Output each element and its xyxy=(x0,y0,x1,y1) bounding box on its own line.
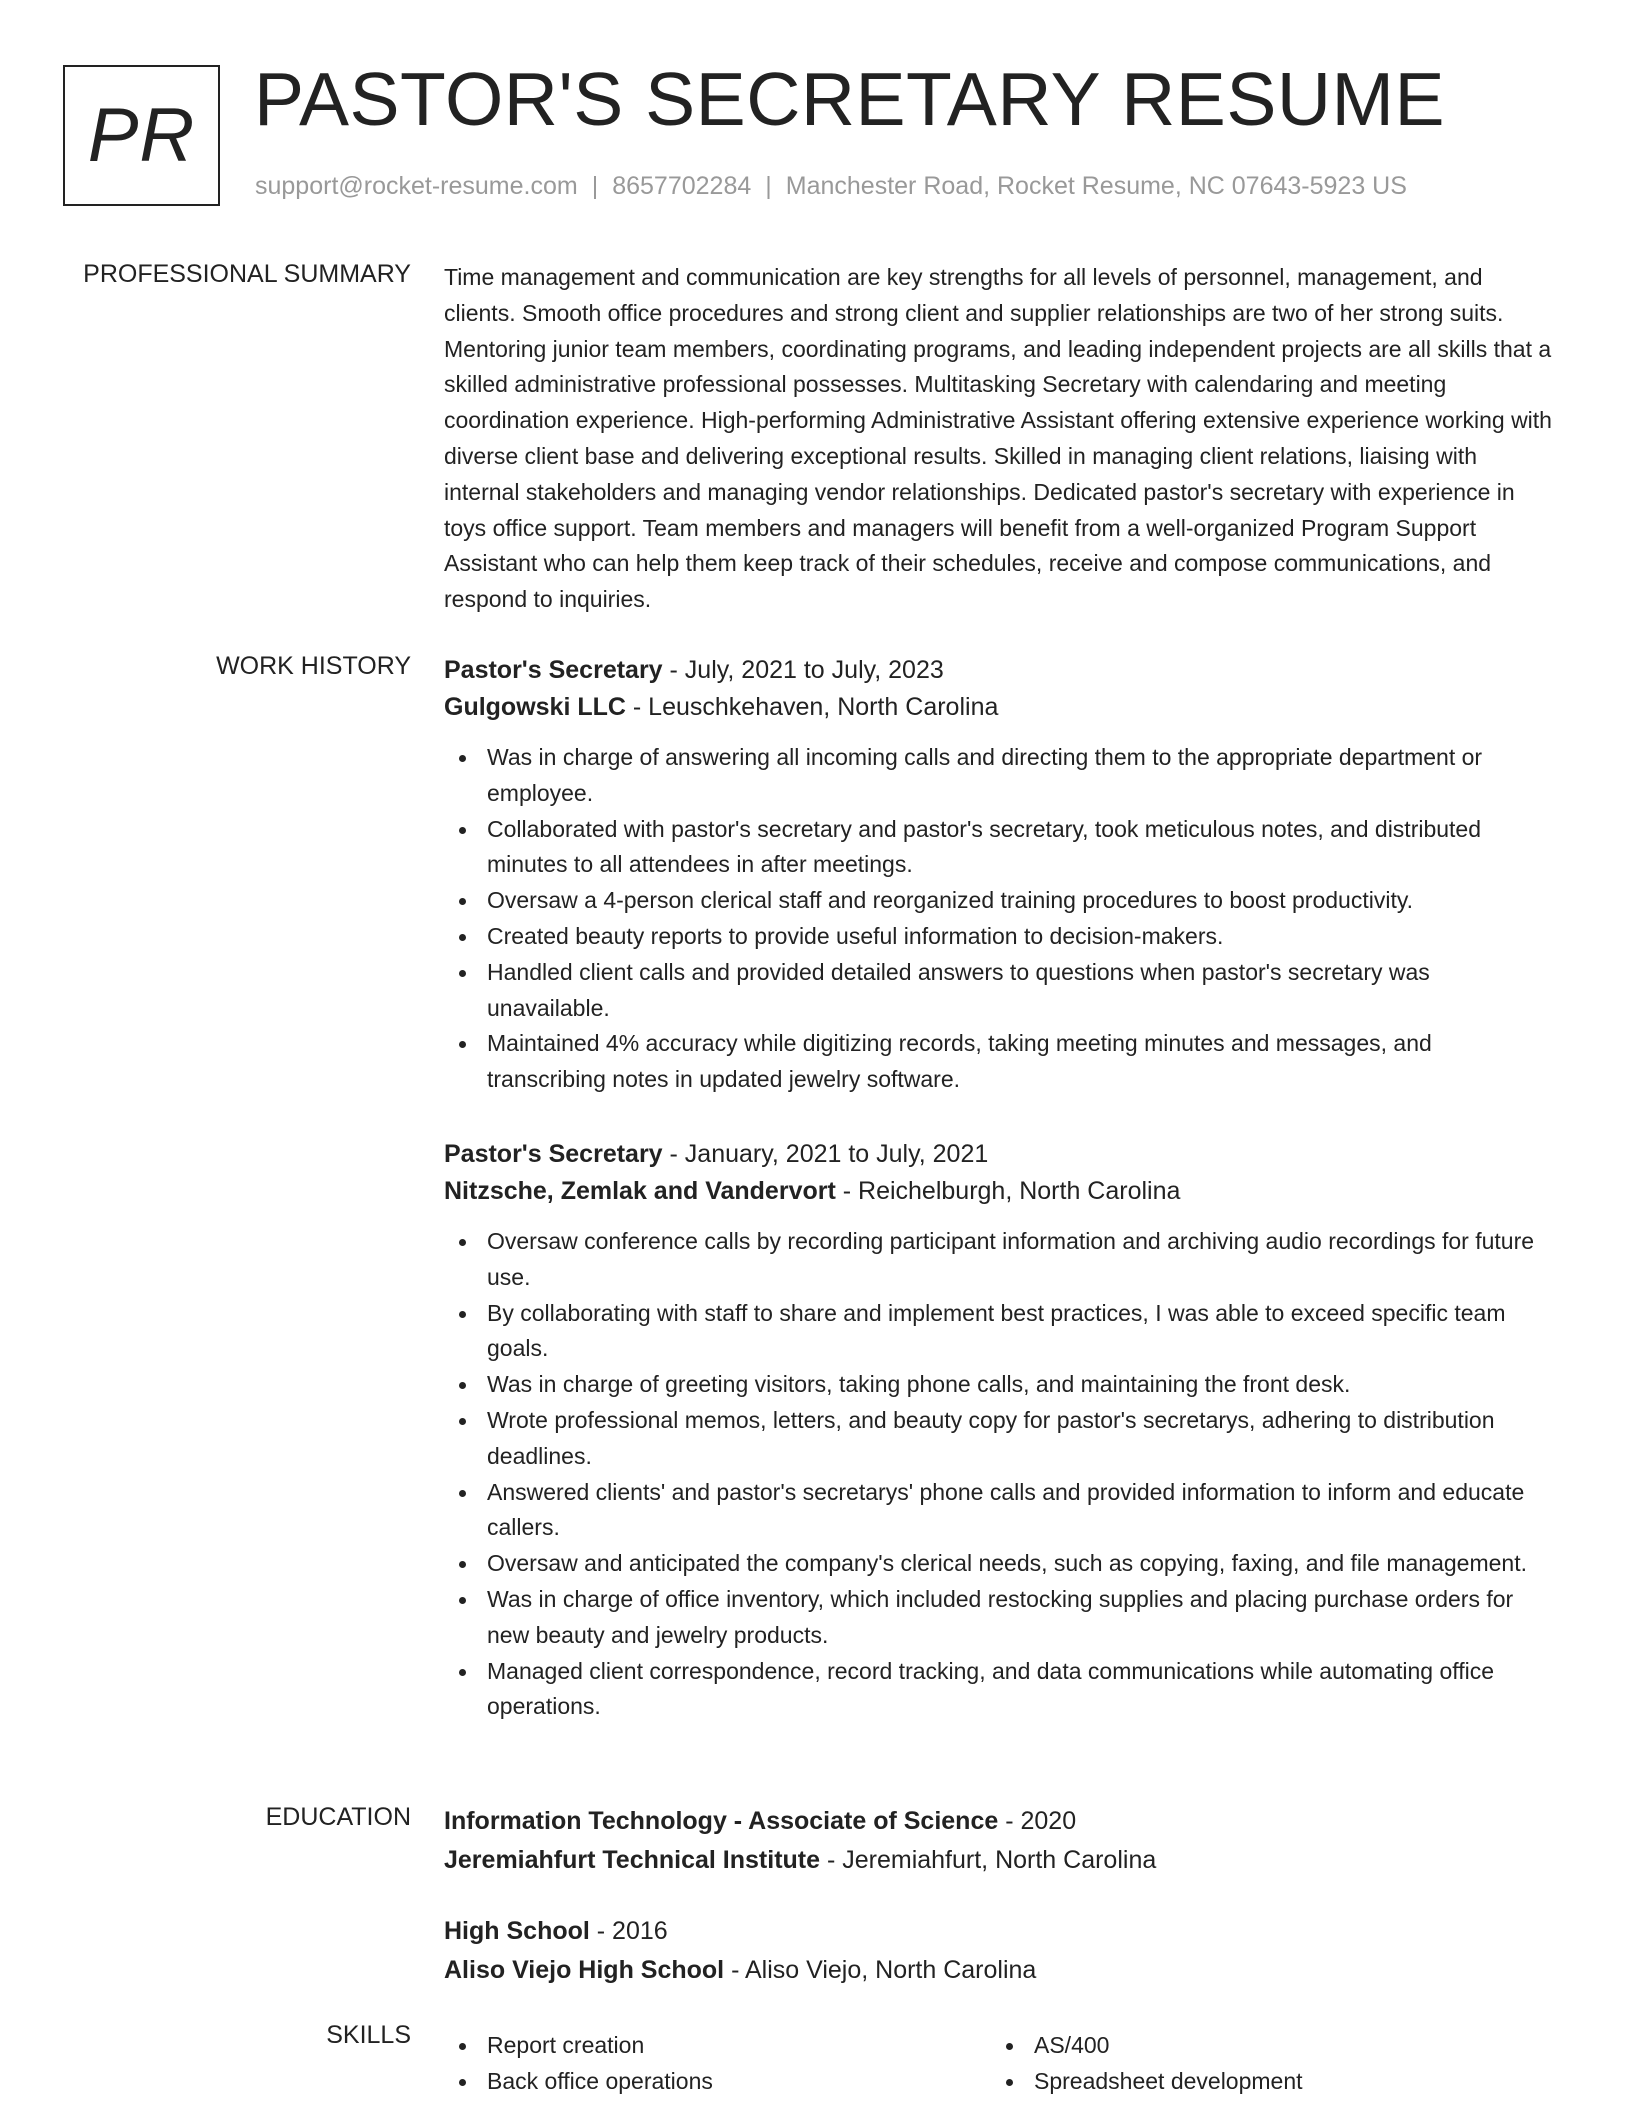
list-item: Handled client calls and provided detailed answers to questions when pastor's secretary was unavailable. xyxy=(487,955,1556,1027)
education-school: Aliso Viejo High School xyxy=(444,1956,725,1984)
job-employer-line xyxy=(444,689,1556,726)
list-item: Created beauty reports to provide useful information to decision-makers. xyxy=(487,919,1556,955)
job-bullets xyxy=(444,740,1556,1098)
job-employer: Gulgowski LLC xyxy=(444,693,626,721)
job-dates: - July, 2021 to July, 2023 xyxy=(662,656,944,684)
list-item: Answered clients' and pastor's secretarys' phone calls and provided information to inform and educate callers. xyxy=(487,1475,1556,1547)
education-degree-line xyxy=(444,1913,1556,1950)
education-entry xyxy=(444,1803,1556,1879)
list-item: Was in charge of office inventory, which included restocking supplies and placing purchase orders for new beauty and jewelry products. xyxy=(487,1582,1556,1654)
contact-address: Manchester Road, Rocket Resume, NC 07643-5923 US xyxy=(785,172,1407,200)
education-degree: High School xyxy=(444,1917,590,1945)
education-entry xyxy=(444,1913,1556,1989)
job-bullets xyxy=(444,1224,1556,1725)
list-item: Wrote professional memos, letters, and beauty copy for pastor's secretarys, adhering to distribution deadlines. xyxy=(487,1403,1556,1475)
list-item: Oversaw and anticipated the company's clerical needs, such as copying, faxing, and file management. xyxy=(487,1546,1556,1582)
education-degree-line xyxy=(444,1803,1556,1840)
monogram-logo: PR xyxy=(63,65,220,206)
list-item: Was in charge of greeting visitors, taking phone calls, and maintaining the front desk. xyxy=(487,1367,1556,1403)
section-label-skills: SKILLS xyxy=(326,2021,411,2049)
skills-column-left xyxy=(444,2028,713,2100)
job-employer-line xyxy=(444,1173,1556,1210)
job-employer: Nitzsche, Zemlak and Vandervort xyxy=(444,1177,836,1205)
skill-item: Back office operations xyxy=(487,2064,713,2100)
skill-item: Report creation xyxy=(487,2028,713,2064)
education-location: - Jeremiahfurt, North Carolina xyxy=(820,1846,1157,1874)
skill-item: AS/400 xyxy=(1034,2028,1303,2064)
list-item: Collaborated with pastor's secretary and pastor's secretary, took meticulous notes, and distributed minutes to all attendees in after meetings. xyxy=(487,812,1556,884)
contact-separator: | xyxy=(765,172,772,200)
job-location: - Reichelburgh, North Carolina xyxy=(835,1177,1181,1205)
job-title-line xyxy=(444,1136,1556,1173)
education-school-line xyxy=(444,1842,1556,1879)
list-item: Maintained 4% accuracy while digitizing records, taking meeting minutes and messages, and transcribing notes in updated jewelry software. xyxy=(487,1026,1556,1098)
contact-phone[interactable]: 8657702284 xyxy=(612,172,752,200)
section-label-education: EDUCATION xyxy=(265,1803,411,1831)
skills-column-right xyxy=(991,2028,1303,2100)
education-degree: Information Technology - Associate of Science xyxy=(444,1807,999,1835)
skills-list xyxy=(991,2028,1303,2100)
list-item: By collaborating with staff to share and implement best practices, I was able to exceed specific team goals. xyxy=(487,1296,1556,1368)
skills-list xyxy=(444,2028,713,2100)
education-year: - 2020 xyxy=(998,1807,1077,1835)
list-item: Oversaw a 4-person clerical staff and reorganized training procedures to boost productivity. xyxy=(487,883,1556,919)
job-location: - Leuschkehaven, North Carolina xyxy=(625,693,999,721)
education-school: Jeremiahfurt Technical Institute xyxy=(444,1846,821,1874)
list-item: Managed client correspondence, record tracking, and data communications while automating office operations. xyxy=(487,1654,1556,1726)
job-entry xyxy=(444,1136,1556,1725)
summary-text: Time management and communication are key strengths for all levels of personnel, management, and clients. Smooth office procedures and strong client and supplier relationships are two of her strong suits. Mentoring junior team members, coordinating programs, and leading independent projects are all skills that a skilled administrative professional possesses. Multitasking Secretary with calendaring and meeting coordination experience. High-performing Administrative Assistant offering extensive experience working with diverse client base and delivering exceptional results. Skilled in managing client relations, liaising with internal stakeholders and managing vendor relationships. Dedicated pastor's secretary with experience in toys office support. Team members and managers will benefit from a well-organized Program Support Assistant who can help them keep track of their schedules, receive and compose communications, and respond to inquiries. xyxy=(444,264,1552,613)
section-label-work: WORK HISTORY xyxy=(216,652,411,680)
job-title-line xyxy=(444,652,1556,689)
job-dates: - January, 2021 to July, 2021 xyxy=(662,1140,989,1168)
list-item: Was in charge of answering all incoming calls and directing them to the appropriate department or employee. xyxy=(487,740,1556,812)
resume-title: PASTOR'S SECRETARY RESUME xyxy=(254,57,1446,141)
list-item: Oversaw conference calls by recording participant information and archiving audio recordings for future use. xyxy=(487,1224,1556,1296)
education-school-line xyxy=(444,1952,1556,1989)
contact-email[interactable]: support@rocket-resume.com xyxy=(255,172,578,200)
skill-item: Spreadsheet development xyxy=(1034,2064,1303,2100)
education-year: - 2016 xyxy=(589,1917,668,1945)
job-title: Pastor's Secretary xyxy=(444,1140,663,1168)
contact-line xyxy=(255,172,1407,201)
job-entry xyxy=(444,652,1556,1098)
job-title: Pastor's Secretary xyxy=(444,656,663,684)
contact-separator: | xyxy=(591,172,599,200)
section-label-summary: PROFESSIONAL SUMMARY xyxy=(83,260,411,288)
education-location: - Aliso Viejo, North Carolina xyxy=(724,1956,1037,1984)
